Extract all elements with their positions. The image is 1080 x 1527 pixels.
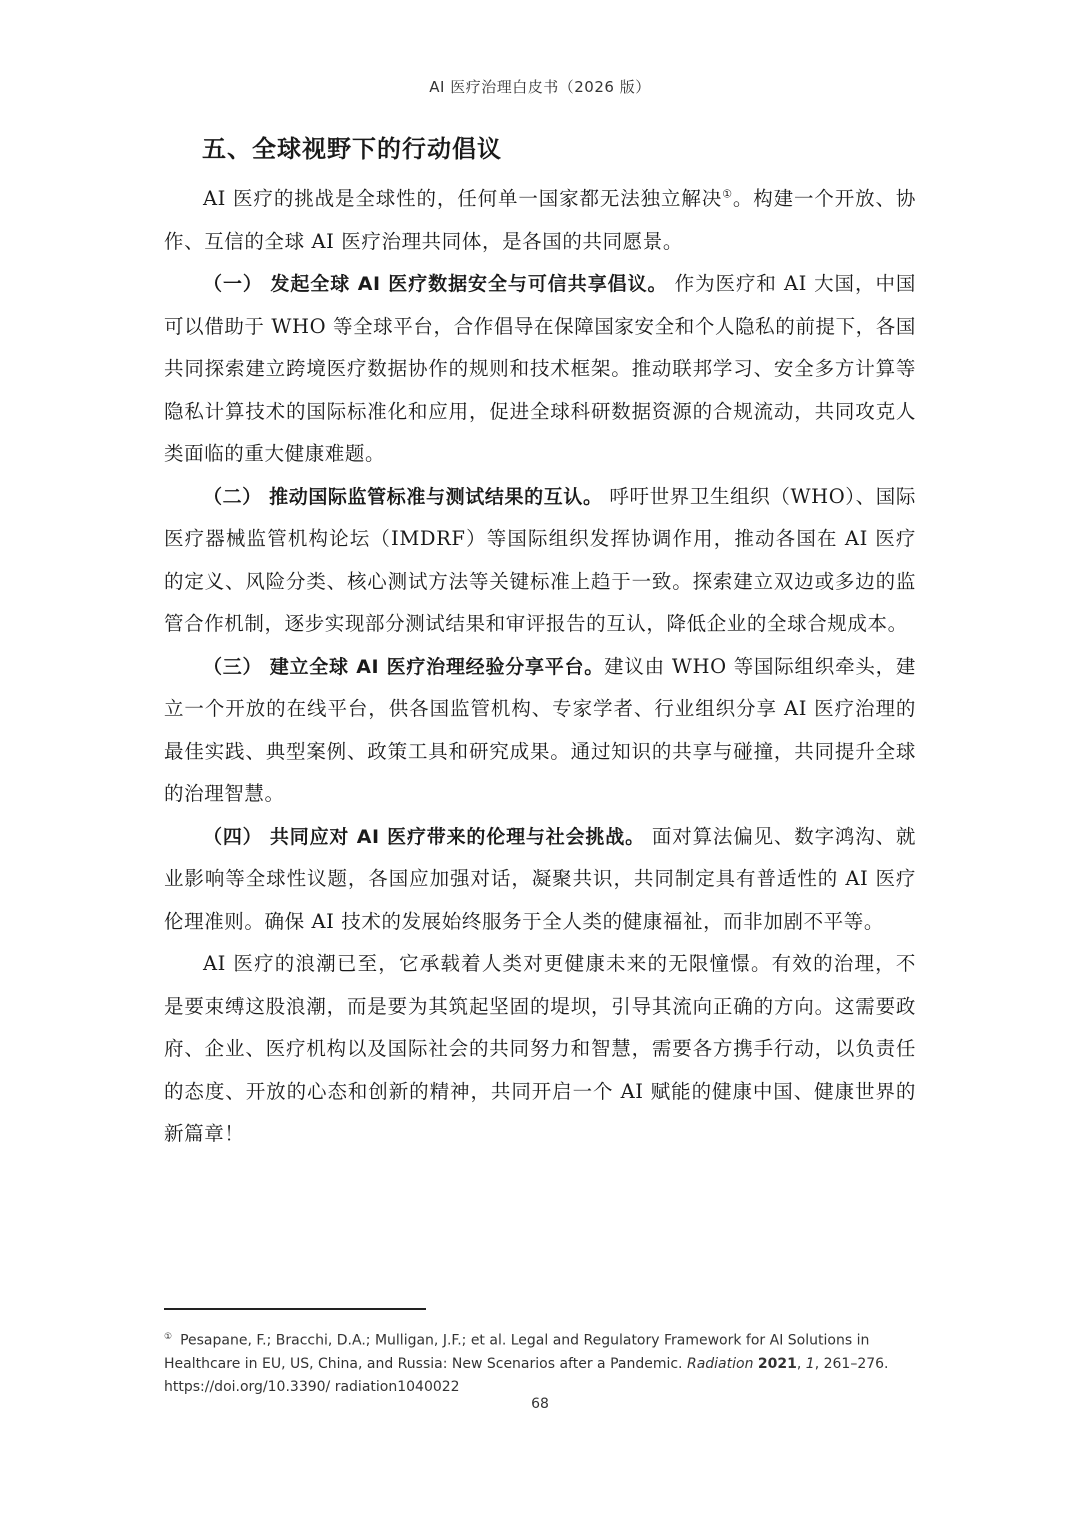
initiative-heading-4: （四） 共同应对 AI 医疗带来的伦理与社会挑战。 — [203, 825, 645, 848]
initiative-text-2: 呼吁世界卫生组织（WHO）、国际医疗器械监管机构论坛（IMDRF）等国际组织发挥协调作用，推动各国在 AI 医疗的定义、风险分类、核心测试方法等关键标准上趋于一致。探索建立双边或多边的监管合作机制，逐步实现部分测试结果和审评报告的互认，降低企业的全球合规成本。 — [164, 484, 916, 635]
footnote-pages: , 261–276. — [814, 1355, 889, 1372]
running-header: AI 医疗治理白皮书（2026 版） — [429, 78, 651, 96]
initiative-paragraph-4 — [164, 816, 916, 944]
initiative-heading-1: （一） 发起全球 AI 医疗数据安全与可信共享倡议。 — [203, 273, 668, 295]
initiative-text-3: 建议由 WHO 等国际组织牵头，建立一个开放的在线平台，供各国监管机构、专家学者、行业组织分享 AI 医疗治理的最佳实践、典型案例、政策工具和研究成果。通过知识的共享与碰撞，共同提升全球的治理智慧。 — [164, 654, 916, 805]
footnote-year: 2021 — [757, 1355, 797, 1372]
intro-text: AI 医疗的挑战是全球性的，任何单一国家都无法独立解决 — [203, 187, 723, 210]
closing-paragraph: AI 医疗的浪潮已至，它承载着人类对更健康未来的无限憧憬。有效的治理，不是要束缚这股浪潮，而是要为其筑起坚固的堤坝，引导其流向正确的方向。这需要政府、企业、医疗机构以及国际社会的共同努力和智慧，需要各方携手行动，以负责任的态度、开放的心态和创新的精神，共同开启一个 AI 赋能的健康中国、健康世界的新篇章！ — [164, 952, 916, 1145]
footnote-mark: ① — [164, 1332, 173, 1342]
initiative-paragraph-3 — [164, 646, 916, 816]
initiative-heading-2: （二） 推动国际监管标准与测试结果的互认。 — [203, 485, 603, 508]
initiative-paragraph-1 — [164, 263, 916, 476]
page-number: 68 — [531, 1396, 549, 1412]
footnote-citation: Pesapane, F.; Bracchi, D.A.; Mulligan, J.F.; et al. Legal and Regulatory Framework for AI Solutions in Healthcare in EU, US, China, and Russia: New Scenarios after a Pandemic. — [164, 1332, 870, 1372]
footnote-journal: Radiation — [686, 1355, 754, 1372]
intro-paragraph — [164, 178, 916, 263]
intro-text-continued: 。构建一个开放、协作、互信的全球 AI 医疗治理共同体，是各国的共同愿景。 — [164, 187, 916, 253]
initiative-paragraph-2 — [164, 476, 916, 646]
initiative-text-4: 面对算法偏见、数字鸿沟、就业影响等全球性议题，各国应加强对话，凝聚共识，共同制定具有普适性的 AI 医疗伦理准则。确保 AI 技术的发展始终服务于全人类的健康福祉，而非加剧不平等。 — [164, 824, 916, 933]
footnote-doi-link[interactable]: https://doi.org/10.3390/ radiation1040022 — [164, 1378, 460, 1395]
footnote-separator: , — [796, 1355, 806, 1372]
initiative-heading-3: （三） 建立全球 AI 医疗治理经验分享平台。 — [203, 655, 605, 678]
initiative-text-1: 作为医疗和 AI 大国，中国可以借助于 WHO 等全球平台，合作倡导在保障国家安全和个人隐私的前提下，各国共同探索建立跨境医疗数据协作的规则和技术框架。推动联邦学习、安全多方计算等隐私计算技术的国际标准化和应用，促进全球科研数据资源的合规流动，共同攻克人类面临的重大健康难题。 — [164, 272, 916, 465]
footnote-divider — [164, 1308, 426, 1310]
footnote-volume: 1 — [805, 1355, 815, 1372]
footnote-reference[interactable]: ① — [722, 187, 733, 201]
main-content — [164, 130, 916, 1156]
footnote — [164, 1326, 916, 1399]
section-title: 五、全球视野下的行动倡议 — [202, 135, 502, 163]
